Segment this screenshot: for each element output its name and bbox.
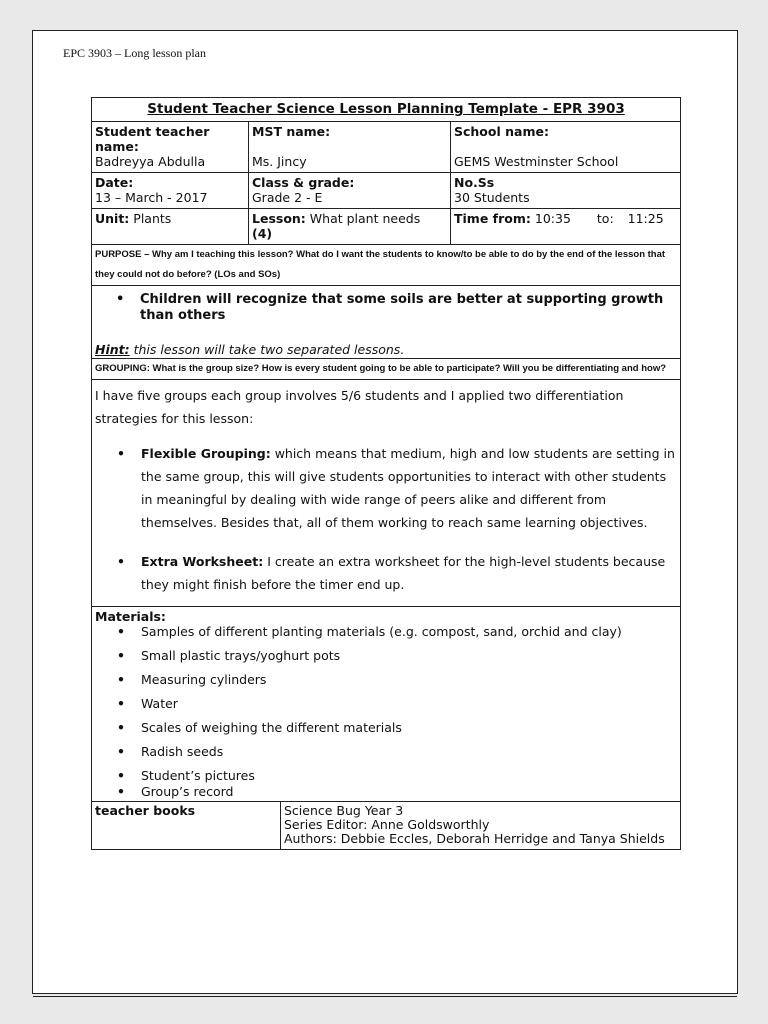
teacher-books-row xyxy=(92,802,680,849)
strategy-item xyxy=(141,442,677,534)
info-row-2 xyxy=(92,173,680,209)
date-label: Date: xyxy=(95,175,134,190)
date-cell xyxy=(92,173,249,208)
strategy-text: I create an extra worksheet for the high-level students because they might finish before the timer end up. xyxy=(141,554,666,592)
material-item: • Scales of weighing the different materials xyxy=(141,720,677,736)
lesson-cell xyxy=(249,209,451,244)
time-label: Time from: xyxy=(454,211,531,226)
lesson-number: (4) xyxy=(252,226,273,241)
mst-label: MST name: xyxy=(252,124,331,139)
class-grade-label: Class & grade: xyxy=(252,175,355,190)
school-label: School name: xyxy=(454,124,549,139)
learning-objective: • Children will recognize that some soils are better at supporting growth than others xyxy=(140,292,677,324)
book-authors: Authors: Debbie Eccles, Deborah Herridge and Tanya Shields xyxy=(284,831,665,846)
no-ss-cell xyxy=(451,173,680,208)
student-teacher-cell xyxy=(92,122,249,172)
page-header: EPC 3903 – Long lesson plan xyxy=(63,46,206,60)
materials-list xyxy=(95,624,677,800)
student-teacher-value: Badreyya Abdulla xyxy=(95,154,206,169)
lesson-value: What plant needs xyxy=(309,211,421,226)
strategy-text: which means that medium, high and low students are setting in the same group, this will give students opportunities to interact with other students in meaningful by dealing with wide range of peers alike and different from themselves. Besides that, all of them working to reach same learning objectives. xyxy=(141,446,675,530)
lesson-plan-table xyxy=(91,97,681,850)
grouping-question: GROUPING: What is the group size? How is every student going to be able to participate? Will you be differentiating and how? xyxy=(92,359,680,380)
school-value: GEMS Westminster School xyxy=(454,154,619,169)
info-row-3 xyxy=(92,209,680,245)
purpose-question: PURPOSE – Why am I teaching this lesson? What do I want the students to know/to be able to do by the end of the lesson that they could not do before? (LOs and SOs) xyxy=(92,245,680,286)
lesson-label: Lesson: xyxy=(252,211,306,226)
book-editor: Series Editor: Anne Goldsworthly xyxy=(284,817,490,832)
school-cell xyxy=(451,122,680,172)
unit-label: Unit: xyxy=(95,211,130,226)
purpose-answer xyxy=(92,286,680,359)
material-item: • Radish seeds xyxy=(141,744,677,760)
student-teacher-label: Student teacher name: xyxy=(95,124,210,154)
unit-value: Plants xyxy=(133,211,172,226)
info-row-1 xyxy=(92,122,680,173)
strategy-label: Extra Worksheet: xyxy=(141,554,264,569)
material-item: • Small plastic trays/yoghurt pots xyxy=(141,648,677,664)
date-value: 13 – March - 2017 xyxy=(95,190,208,205)
material-item: • Measuring cylinders xyxy=(141,672,677,688)
class-grade-value: Grade 2 - E xyxy=(252,190,323,205)
grouping-answer xyxy=(92,380,680,607)
teacher-books-label: teacher books xyxy=(92,802,281,849)
material-item: • Samples of different planting materials (e.g. compost, sand, orchid and clay) xyxy=(141,624,677,640)
hint-text: this lesson will take two separated lessons. xyxy=(133,342,405,357)
materials-section xyxy=(92,607,680,802)
material-item: • Group’s record xyxy=(141,784,677,800)
mst-value: Ms. Jincy xyxy=(252,154,307,169)
time-from: 10:35 xyxy=(534,211,571,226)
class-grade-cell xyxy=(249,173,451,208)
unit-cell xyxy=(92,209,249,244)
grouping-intro: I have five groups each group involves 5/6 students and I applied two differentiation strategies for this lesson: xyxy=(95,388,624,426)
time-to-label: to: xyxy=(596,211,614,226)
time-to: 11:25 xyxy=(627,211,664,226)
hint-line xyxy=(92,342,680,358)
teacher-books-value xyxy=(281,802,680,849)
strategy-item xyxy=(141,550,677,596)
no-ss-label: No.Ss xyxy=(454,175,495,190)
material-item: • Student’s pictures xyxy=(141,768,677,784)
hint-label: Hint: xyxy=(95,342,130,357)
materials-label: Materials: xyxy=(95,609,166,624)
document-page xyxy=(32,30,738,994)
book-title: Science Bug Year 3 xyxy=(284,803,404,818)
mst-cell xyxy=(249,122,451,172)
strategy-label: Flexible Grouping: xyxy=(141,446,271,461)
no-ss-value: 30 Students xyxy=(454,190,530,205)
time-cell xyxy=(451,209,680,244)
material-item: • Water xyxy=(141,696,677,712)
differentiation-list xyxy=(95,442,677,596)
form-title: Student Teacher Science Lesson Planning Template - EPR 3903 xyxy=(92,98,680,122)
